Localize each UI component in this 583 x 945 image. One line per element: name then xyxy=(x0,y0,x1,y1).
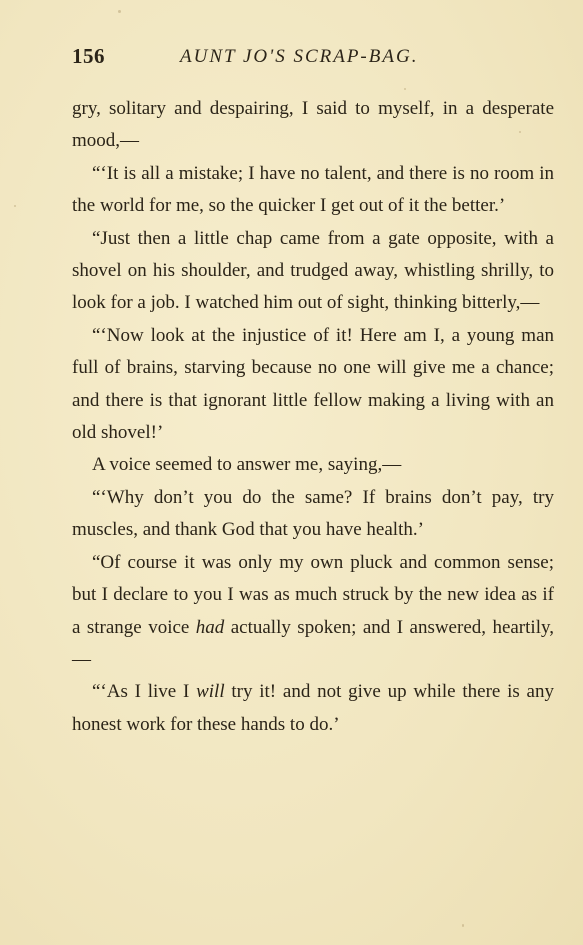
paper-speck xyxy=(519,131,521,133)
italic-text: will xyxy=(196,681,225,703)
text-run: “‘As I live I xyxy=(92,681,197,703)
running-title: AUNT JO'S SCRAP-BAG. xyxy=(180,46,419,67)
paper-speck xyxy=(404,88,406,90)
paragraph xyxy=(72,93,554,158)
text-run: “‘Why don’t you do the same? If brains don’t pay, try muscles, and thank God that you have health.’ xyxy=(72,486,554,541)
text-run: “‘Now look at the injustice of it! Here am I, a young man full of brains, starving because no one will give me a chance; and there is that ignorant little fellow making a living with an old shovel!’ xyxy=(72,324,554,444)
paragraph xyxy=(72,482,554,547)
paragraph xyxy=(72,320,554,450)
paragraph xyxy=(72,676,554,741)
text-run: A voice seemed to answer me, saying,— xyxy=(92,454,402,476)
paper-speck xyxy=(462,924,464,927)
text-run: “Of course it was only my own pluck and common sense; but I declare to you I was as much struck by the new idea as if a strange voice xyxy=(72,551,554,638)
page-number: 156 xyxy=(72,44,105,68)
text-run: try it! and not give up while there is any honest work for these hands to do.’ xyxy=(72,681,554,735)
text-run: actually spoken; and I answered, heartily,— xyxy=(72,616,554,670)
body-text xyxy=(72,93,554,741)
page-header xyxy=(72,44,558,74)
italic-text: had xyxy=(195,616,225,638)
paragraph xyxy=(72,223,554,320)
paragraph xyxy=(72,547,554,677)
paper-speck xyxy=(14,205,16,207)
paper-speck xyxy=(118,10,121,13)
text-run: “‘It is all a mistake; I have no talent, and there is no room in the world for me, so the quicker I get out of it the better.’ xyxy=(72,162,554,217)
text-run: gry, solitary and despairing, I said to myself, in a desperate mood,— xyxy=(72,98,554,152)
text-run: “Just then a little chap came from a gate opposite, with a shovel on his shoulder, and trudged away, whistling shrilly, to look for a job. I watched him out of sight, thinking bitterly,— xyxy=(72,227,554,314)
paragraph xyxy=(72,449,554,481)
paragraph xyxy=(72,158,554,223)
